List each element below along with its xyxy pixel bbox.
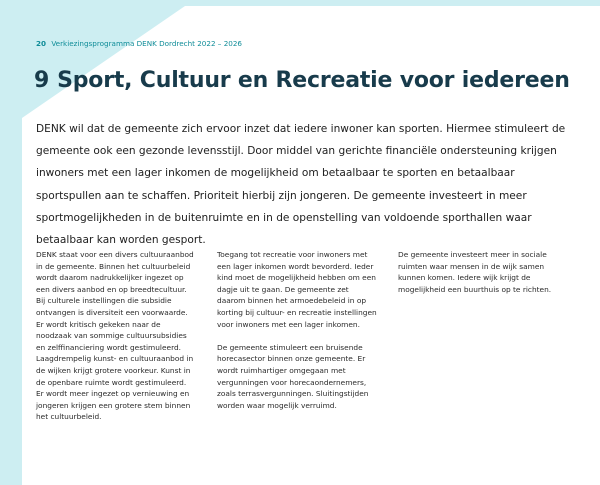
top-band-shape [0,0,600,118]
column-3-paragraph-1: De gemeente investeert meer in sociale ruimten waar mensen in de wijk samen kunnen komen. Iedere wijk krijgt de mogelijkheid een buurthuis op te richten. [398,250,552,294]
chapter-number: 9 [34,68,50,93]
page-number: 20 [36,39,47,48]
column-2-paragraph-2: De gemeente stimuleert een bruisende horecasector binnen onze gemeente. Er wordt ruimhartiger omgegaan met vergunningen voor horecaondernemers, zoals terrasvergunningen. Sluitingstijden worden waar mogelijk verruimd. [217,342,369,410]
chapter-title-text: Sport, Cultuur en Recreatie voor iedereen [57,68,570,93]
text-column-1 [36,249,196,423]
left-band-shape [0,118,22,485]
page-header [36,39,242,48]
column-2-paragraph-1: Toegang tot recreatie voor inwoners met een lager inkomen wordt bevorderd. Ieder kind moet de mogelijkheid hebben om een dagje uit te gaan. De gemeente zet daarom binnen het armoedebeleid in op korting bij cultuur- en recreatie instellingen voor inwoners met een lager inkomen. [217,250,377,329]
intro-paragraph: DENK wil dat de gemeente zich ervoor inzet dat iedere inwoner kan sporten. Hiermee stimuleert de gemeente ook een gezonde levensstijl. Door middel van gerichte financiële ondersteuning krijgen inwoners met een lager inkomen de mogelijkheid om betaalbaar te sporten en betaalbaar sportspullen aan te schaffen. Prioriteit hierbij zijn jongeren. De gemeente investeert in meer sportmogelijkheden in de buitenruimte en in de openstelling van voldoende sporthallen waar betaalbaar kan worden gesport. [36,123,566,247]
text-column-2 [217,249,379,411]
publication-title: Verkiezingsprogramma DENK Dordrecht 2022 – 2026 [51,39,242,48]
column-1-paragraph-1: DENK staat voor een divers cultuuraanbod in de gemeente. Binnen het cultuurbeleid wordt daarom nadrukkelijker ingezet op een divers aanbod en op breedtecultuur. Bij culturele instellingen die subsidie ontvangen is diversiteit een voorwaarde. Er wordt kritisch gekeken naar de noodzaak van sommige cultuursubsidies en zelffinanciering wordt gestimuleerd. Laagdrempelig kunst- en cultuuraanbod in de wijken krijgt grotere voorkeur. Kunst in de openbare ruimte wordt gestimuleerd. Er wordt meer ingezet op vernieuwing en jongeren krijgen een grotere stem binnen het cultuurbeleid. [36,250,194,422]
text-column-3 [398,249,564,295]
chapter-title [34,68,570,93]
